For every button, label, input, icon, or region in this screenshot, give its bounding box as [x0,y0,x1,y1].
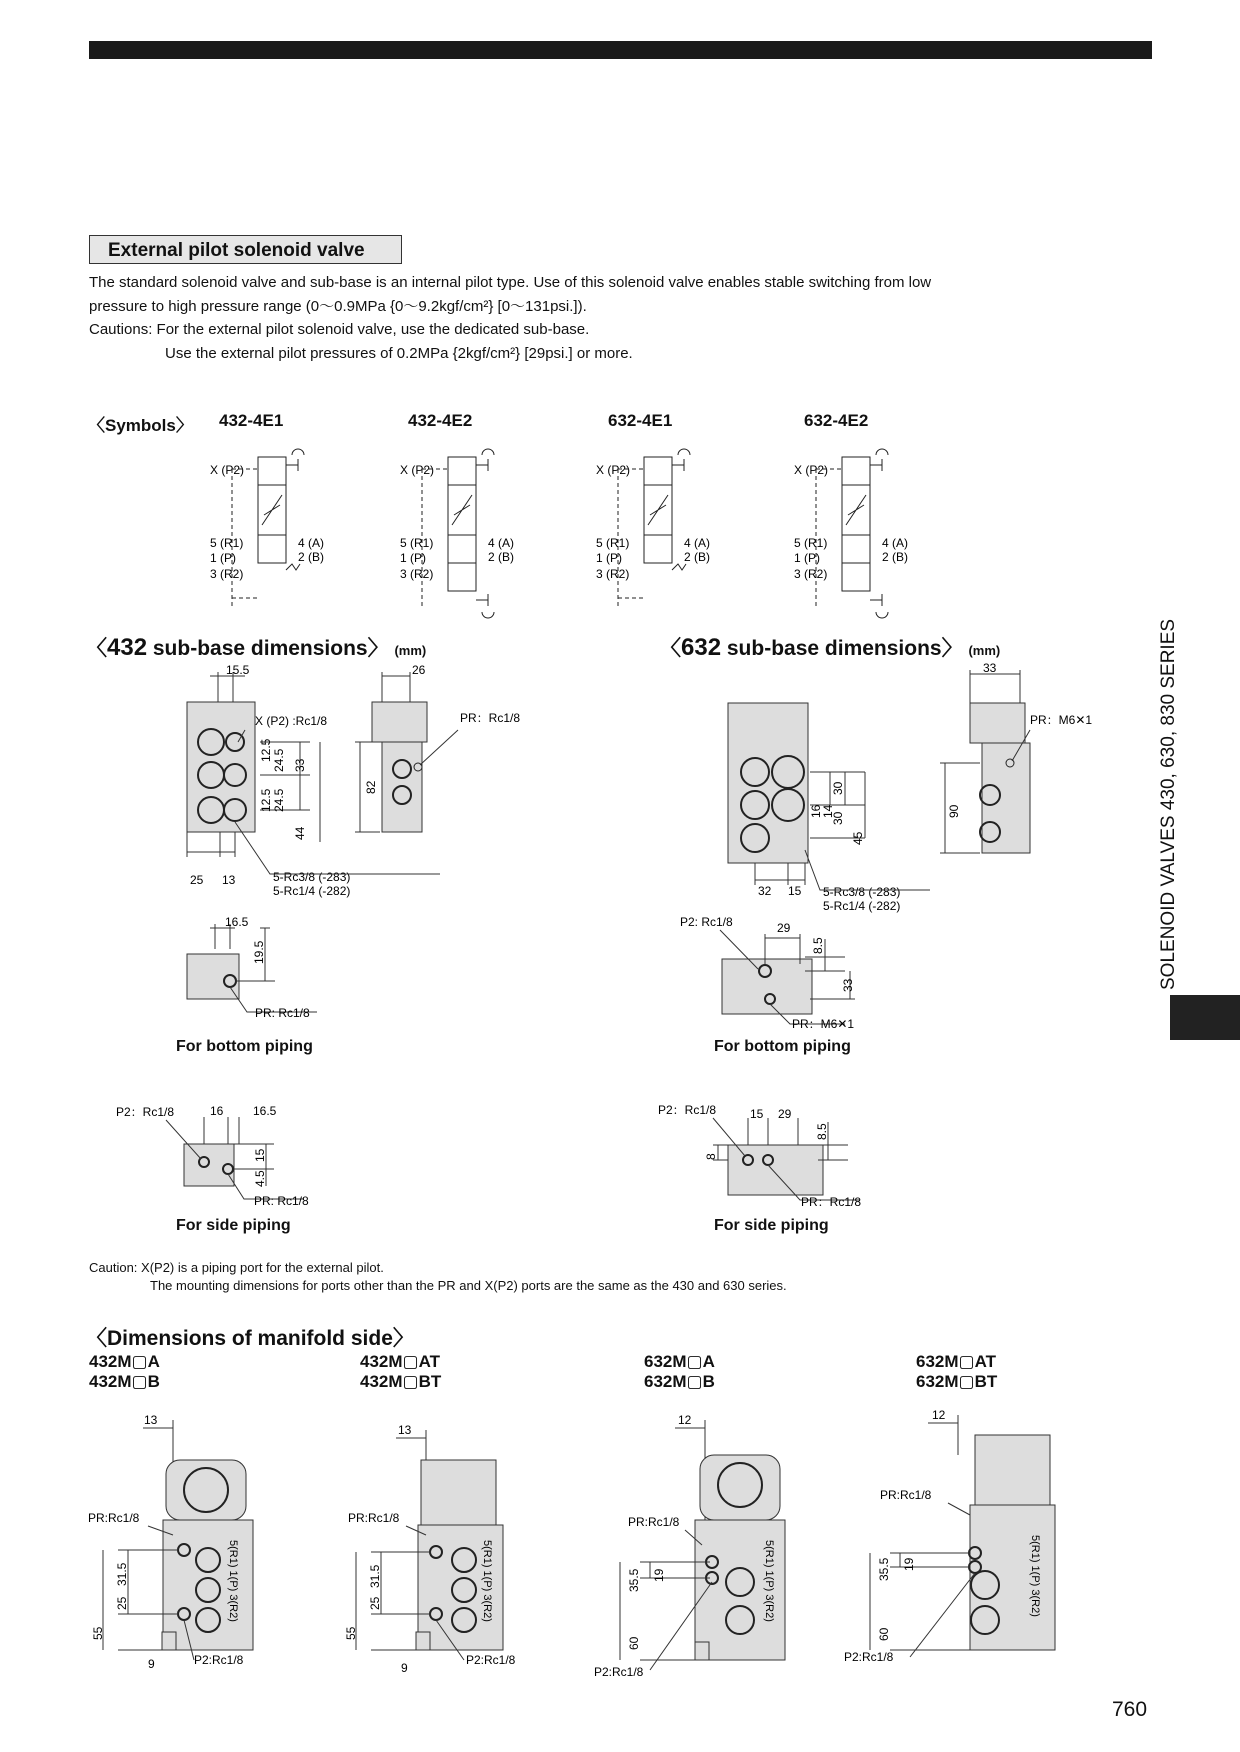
svg-text:8.5: 8.5 [815,1123,829,1140]
caution-line-1: Caution: X(P2) is a piping port for the external pilot. [89,1260,384,1275]
sub632-side-label: For side piping [714,1217,829,1234]
svg-text:X (P2): X (P2) [400,463,435,477]
svg-text:PR：Rc1/8: PR：Rc1/8 [801,1195,862,1209]
svg-text:13: 13 [144,1413,158,1427]
svg-text:90: 90 [947,804,961,818]
svg-text:13: 13 [222,873,236,887]
symbol-diagram-1 [200,445,340,610]
svg-text:5 (R1): 5 (R1) [596,536,630,550]
symbol-model-1: 432-4E1 [219,411,284,430]
svg-text:4 (A): 4 (A) [882,536,909,550]
svg-text:24.5: 24.5 [272,788,286,812]
caution-line-2: Use the external pilot pressures of 0.2MPa {2kgf/cm²} [29psi.] or more. [165,345,633,362]
svg-text:19.5: 19.5 [252,940,266,964]
svg-text:25: 25 [368,1596,382,1610]
svg-text:16.5: 16.5 [253,1104,277,1118]
svg-text:1 (P): 1 (P) [400,551,427,565]
manifold-model-2: 432M▢AT 432M▢BT [360,1352,442,1391]
svg-text:16: 16 [210,1104,224,1118]
svg-text:8: 8 [704,1153,718,1160]
svg-text:3 (R2): 3 (R2) [210,567,244,581]
svg-text:2 (B): 2 (B) [298,550,325,564]
svg-text:25: 25 [115,1596,129,1610]
svg-text:44: 44 [293,826,307,840]
svg-text:55: 55 [344,1626,358,1640]
manifold-drawing-3 [590,1410,810,1695]
svg-text:35.5: 35.5 [877,1557,891,1581]
svg-text:2 (B): 2 (B) [684,550,711,564]
svg-text:5(R1) 1(P) 3(R2): 5(R1) 1(P) 3(R2) [1029,1535,1041,1617]
section-title: External pilot solenoid valve [89,235,402,264]
svg-text:P2:Rc1/8: P2:Rc1/8 [594,1665,644,1679]
svg-text:3 (R2): 3 (R2) [400,567,434,581]
svg-text:33: 33 [293,758,307,772]
svg-text:30: 30 [831,811,845,825]
svg-text:X (P2): X (P2) [794,463,829,477]
manifold-model-4: 632M▢AT 632M▢BT [916,1352,998,1391]
symbol-diagram-2 [390,445,530,625]
svg-text:33: 33 [983,661,997,675]
svg-text:PR:Rc1/8: PR:Rc1/8 [88,1511,140,1525]
svg-text:9: 9 [401,1661,408,1675]
svg-text:P2:Rc1/8: P2:Rc1/8 [466,1653,516,1667]
sub632-side-piping [658,1100,878,1215]
svg-text:12: 12 [932,1408,946,1422]
svg-text:4.5: 4.5 [253,1170,267,1187]
svg-text:PR: Rc1/8: PR: Rc1/8 [254,1194,309,1208]
sub632-bottom-label: For bottom piping [714,1038,851,1055]
manifold-model-1: 432M▢A 432M▢B [89,1352,160,1391]
svg-text:X (P2): X (P2) [596,463,631,477]
svg-text:P2: Rc1/8: P2: Rc1/8 [680,915,733,929]
svg-text:5-Rc3/8 (-283): 5-Rc3/8 (-283) [273,870,351,884]
svg-text:P2：Rc1/8: P2：Rc1/8 [658,1103,717,1117]
svg-text:16.5: 16.5 [225,915,249,929]
sub632-drawing [720,660,1120,915]
svg-text:1 (P): 1 (P) [596,551,623,565]
caution-line-1: Cautions: For the external pilot solenoid valve, use the dedicated sub-base. [89,321,590,338]
svg-text:2 (B): 2 (B) [882,550,909,564]
sub632-base-icon [720,660,1120,913]
sub432-side-piping [116,1102,346,1217]
svg-text:12.5: 12.5 [259,788,273,812]
svg-text:PR: Rc1/8: PR: Rc1/8 [255,1006,310,1020]
sub432-bottom-label: For bottom piping [176,1038,313,1055]
svg-text:5 (R1): 5 (R1) [210,536,244,550]
side-piping-icon [658,1100,878,1210]
manifold-valve-icon [840,1405,1060,1685]
svg-text:13: 13 [398,1423,412,1437]
manifold-valve-icon [88,1410,288,1680]
svg-text:35.5: 35.5 [627,1568,641,1592]
svg-text:5(R1) 1(P) 3(R2): 5(R1) 1(P) 3(R2) [481,1540,493,1622]
svg-text:5-Rc1/4 (-282): 5-Rc1/4 (-282) [273,884,351,898]
svg-text:1 (P): 1 (P) [210,551,237,565]
svg-text:32: 32 [758,884,772,898]
svg-text:15: 15 [253,1148,267,1162]
page-number: 760 [1112,1698,1148,1721]
svg-text:45: 45 [851,831,865,845]
svg-text:12: 12 [678,1413,692,1427]
svg-text:55: 55 [91,1626,105,1640]
side-piping-icon [116,1102,346,1212]
valve-symbol-icon [390,445,530,620]
svg-text:15.5: 15.5 [226,663,250,677]
svg-text:5(R1) 1(P) 3(R2): 5(R1) 1(P) 3(R2) [227,1540,239,1622]
manifold-drawing-1 [88,1410,288,1685]
svg-text:5 (R1): 5 (R1) [794,536,828,550]
svg-text:60: 60 [627,1636,641,1650]
svg-text:60: 60 [877,1627,891,1641]
svg-text:14: 14 [821,804,835,818]
svg-text:X (P2): X (P2) [210,463,245,477]
sub632-bottom-piping [680,914,880,1039]
symbol-diagram-3 [586,445,726,610]
svg-text:26: 26 [412,663,426,677]
sub432-heading: 〈432 sub-base dimensions〉 (mm) [86,634,427,661]
svg-text:15: 15 [788,884,802,898]
svg-text:4 (A): 4 (A) [298,536,325,550]
svg-text:31.5: 31.5 [368,1564,382,1588]
symbol-diagram-4 [784,445,924,625]
manifold-model-3: 632M▢A 632M▢B [644,1352,715,1391]
svg-text:4 (A): 4 (A) [488,536,515,550]
valve-symbol-icon [200,445,340,605]
svg-text:29: 29 [777,921,791,935]
valve-symbol-icon [784,445,924,620]
svg-text:16: 16 [809,804,823,818]
side-tab-block [1170,995,1240,1040]
svg-text:15: 15 [750,1107,764,1121]
svg-text:4 (A): 4 (A) [684,536,711,550]
symbols-heading: 〈Symbols〉 [88,416,193,435]
sub432-drawing [170,662,550,907]
sub432-base-icon [170,662,550,902]
svg-text:1 (P): 1 (P) [794,551,821,565]
svg-text:30: 30 [831,781,845,795]
top-bar [89,41,1152,59]
svg-text:P2：Rc1/8: P2：Rc1/8 [116,1105,175,1119]
svg-text:3 (R2): 3 (R2) [794,567,828,581]
svg-text:19: 19 [902,1557,916,1571]
svg-text:5-Rc1/4 (-282): 5-Rc1/4 (-282) [823,899,901,913]
svg-text:PR:Rc1/8: PR:Rc1/8 [348,1511,400,1525]
svg-text:PR：Rc1/8: PR：Rc1/8 [460,711,521,725]
intro-line-1: The standard solenoid valve and sub-base is an internal pilot type. Use of this solenoid valve enables stable switching from low [89,274,932,291]
bottom-piping-icon [680,914,880,1034]
symbol-model-3: 632-4E1 [608,411,673,430]
svg-text:31.5: 31.5 [115,1562,129,1586]
caution-line-2: The mounting dimensions for ports other than the PR and X(P2) ports are the same as the 430 and 630 series. [150,1278,787,1293]
svg-text:P2:Rc1/8: P2:Rc1/8 [844,1650,894,1664]
manifold-valve-icon [346,1420,546,1680]
sub432-side-label: For side piping [176,1217,291,1234]
svg-text:9: 9 [148,1657,155,1671]
svg-text:8.5: 8.5 [811,937,825,954]
sub432-bottom-piping [175,914,375,1029]
svg-text:PR:Rc1/8: PR:Rc1/8 [880,1488,932,1502]
manifold-drawing-2 [346,1420,546,1685]
svg-text:24.5: 24.5 [272,748,286,772]
series-side-label: SOLENOID VALVES 430, 630, 830 SERIES [1158,618,1179,990]
svg-text:12.5: 12.5 [259,738,273,762]
valve-symbol-icon [586,445,726,605]
svg-text:25: 25 [190,873,204,887]
manifold-heading: 〈Dimensions of manifold side〉 [86,1327,414,1350]
svg-text:82: 82 [364,780,378,794]
svg-text:PR:Rc1/8: PR:Rc1/8 [628,1515,680,1529]
sub632-heading: 〈632 sub-base dimensions〉 (mm) [660,634,1001,661]
svg-text:5 (R1): 5 (R1) [400,536,434,550]
symbol-model-4: 632-4E2 [804,411,869,430]
svg-text:3 (R2): 3 (R2) [596,567,630,581]
svg-text:PR：M6✕1: PR：M6✕1 [792,1017,855,1031]
svg-text:29: 29 [778,1107,792,1121]
manifold-drawing-4 [840,1405,1060,1690]
svg-text:5(R1) 1(P) 3(R2): 5(R1) 1(P) 3(R2) [763,1540,775,1622]
svg-text:P2:Rc1/8: P2:Rc1/8 [194,1653,244,1667]
manifold-valve-icon [590,1410,810,1690]
svg-text:X (P2) :Rc1/8: X (P2) :Rc1/8 [255,714,328,728]
svg-text:PR：M6✕1: PR：M6✕1 [1030,713,1093,727]
symbol-model-2: 432-4E2 [408,411,473,430]
svg-text:33: 33 [841,978,855,992]
svg-text:2 (B): 2 (B) [488,550,515,564]
svg-text:19: 19 [652,1568,666,1582]
intro-line-2: pressure to high pressure range (0～0.9MPa {0～9.2kgf/cm²} [0～131psi.]). [89,298,587,315]
bottom-piping-icon [175,914,375,1024]
svg-text:5-Rc3/8 (-283): 5-Rc3/8 (-283) [823,885,901,899]
